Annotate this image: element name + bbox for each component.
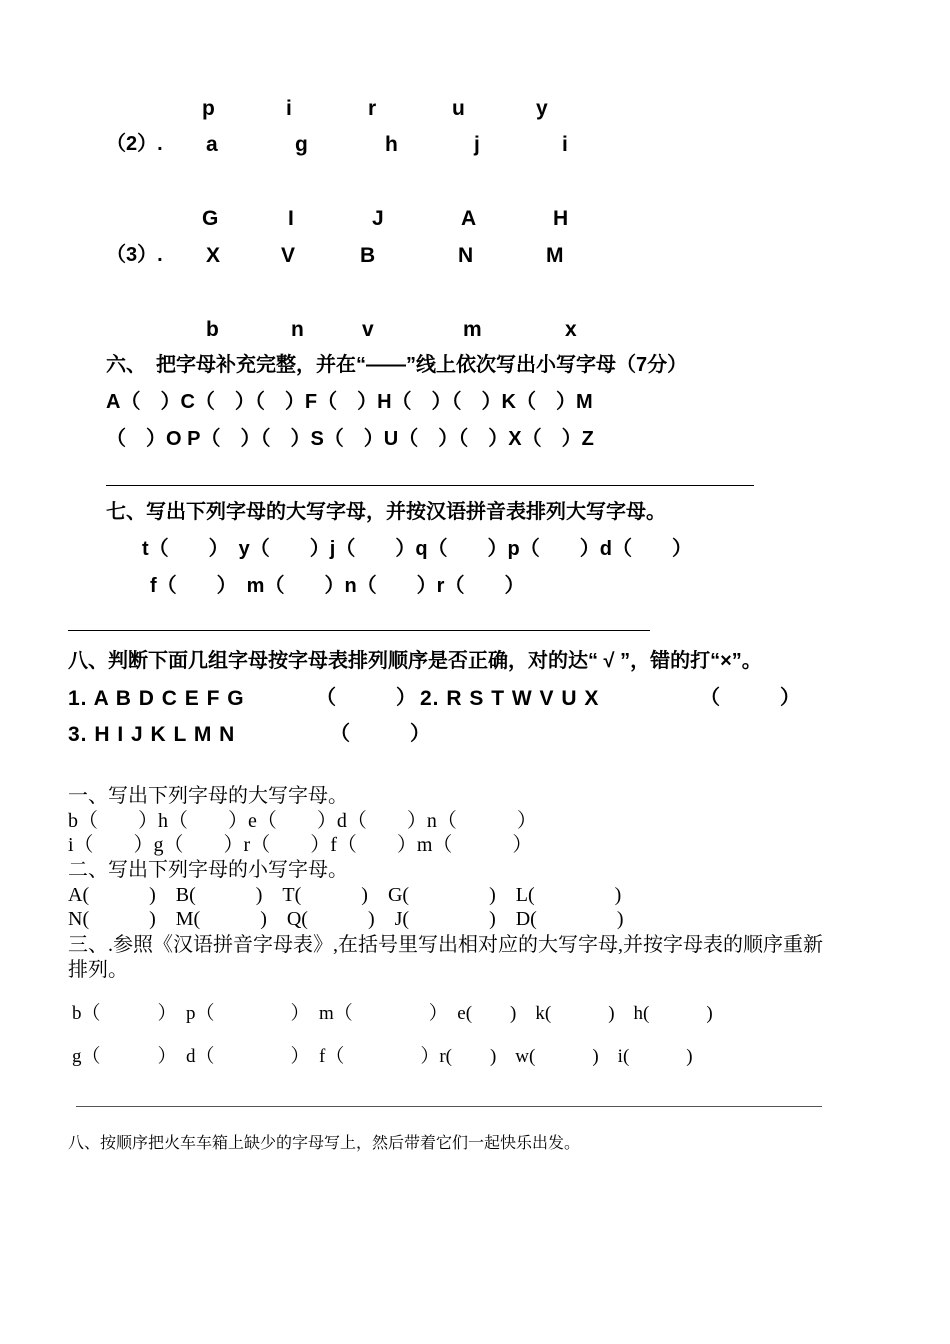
answer-blank: （ ） xyxy=(700,687,800,709)
exercise-line: g（ ） d（ ） f（ ）r( ) w( ) i( ) xyxy=(72,1046,693,1067)
exercise-line: t（ ） y（ ）j（ ）q（ ）p（ ）d（ ） xyxy=(142,538,692,560)
letter: X xyxy=(206,244,221,267)
section-title: 六、 把字母补充完整，并在“——”线上依次写出小写字母（7分） xyxy=(106,354,688,376)
letter: a xyxy=(206,133,218,156)
letter: i xyxy=(286,97,292,120)
exercise-item: 2. R S T W V U X xyxy=(420,687,600,710)
letter: G xyxy=(202,207,219,230)
section-title: 八、按顺序把火车车箱上缺少的字母写上，然后带着它们一起快乐出发。 xyxy=(68,1135,581,1152)
exercise-line: N( ) M( ) Q( ) J( ) D( ) xyxy=(68,908,624,930)
letter: b xyxy=(206,318,219,341)
exercise-line: f（ ） m（ ）n（ ）r（ ） xyxy=(150,575,525,597)
letter: A xyxy=(461,207,477,230)
letter: x xyxy=(565,318,577,341)
section-title: 二、写出下列字母的小写字母。 xyxy=(68,859,348,881)
letter: N xyxy=(458,244,474,267)
exercise-line: i（ ）g（ ）r（ ）f（ ）m（ ） xyxy=(68,834,533,856)
section-title: 一、写出下列字母的大写字母。 xyxy=(68,785,348,807)
section-title-continued: 排列。 xyxy=(68,959,128,981)
letter: m xyxy=(463,318,482,341)
letter: j xyxy=(474,133,480,156)
answer-blank: （ ） xyxy=(330,723,430,745)
letter: y xyxy=(536,97,548,120)
letter: J xyxy=(372,207,384,230)
item-number: （3）. xyxy=(106,244,163,266)
letter: u xyxy=(452,97,465,120)
letter: r xyxy=(368,97,377,120)
answer-blank: （ ） xyxy=(316,687,416,709)
letter: H xyxy=(553,207,569,230)
letter: I xyxy=(288,207,294,230)
answer-line xyxy=(68,630,650,631)
letter: p xyxy=(202,97,215,120)
answer-line xyxy=(76,1106,822,1107)
item-number: （2）. xyxy=(106,133,163,155)
exercise-line: b（ ） p（ ） m（ ） e( ) k( ) h( ) xyxy=(72,1003,713,1024)
exercise-line: （ ）O P（ ）（ ）S（ ）U（ ）（ ）X（ ）Z xyxy=(106,428,594,450)
section-title: 八、判断下面几组字母按字母表排列顺序是否正确，对的达“ √ ”，错的打“×”。 xyxy=(68,650,762,672)
exercise-line: A( ) B( ) T( ) G( ) L( ) xyxy=(68,884,622,906)
exercise-line: b（ ）h（ ）e（ ）d（ ）n（ ） xyxy=(68,810,537,832)
section-title: 七、写出下列字母的大写字母，并按汉语拼音表排列大写字母。 xyxy=(106,501,666,523)
answer-line xyxy=(106,485,754,486)
letter: i xyxy=(562,133,568,156)
letter: n xyxy=(291,318,304,341)
exercise-line: A（ ）C（ ）（ ）F（ ）H（ ）（ ）K（ ）M xyxy=(106,391,593,413)
letter: h xyxy=(385,133,398,156)
exercise-item: 1. A B D C E F G xyxy=(68,687,245,710)
letter: g xyxy=(295,133,308,156)
section-title: 三、.参照《汉语拼音字母表》,在括号里写出相对应的大写字母,并按字母表的顺序重新 xyxy=(68,934,823,956)
exercise-item: 3. H I J K L M N xyxy=(68,723,236,746)
letter: M xyxy=(546,244,564,267)
letter: B xyxy=(360,244,376,267)
letter: V xyxy=(281,244,296,267)
letter: v xyxy=(362,318,374,341)
